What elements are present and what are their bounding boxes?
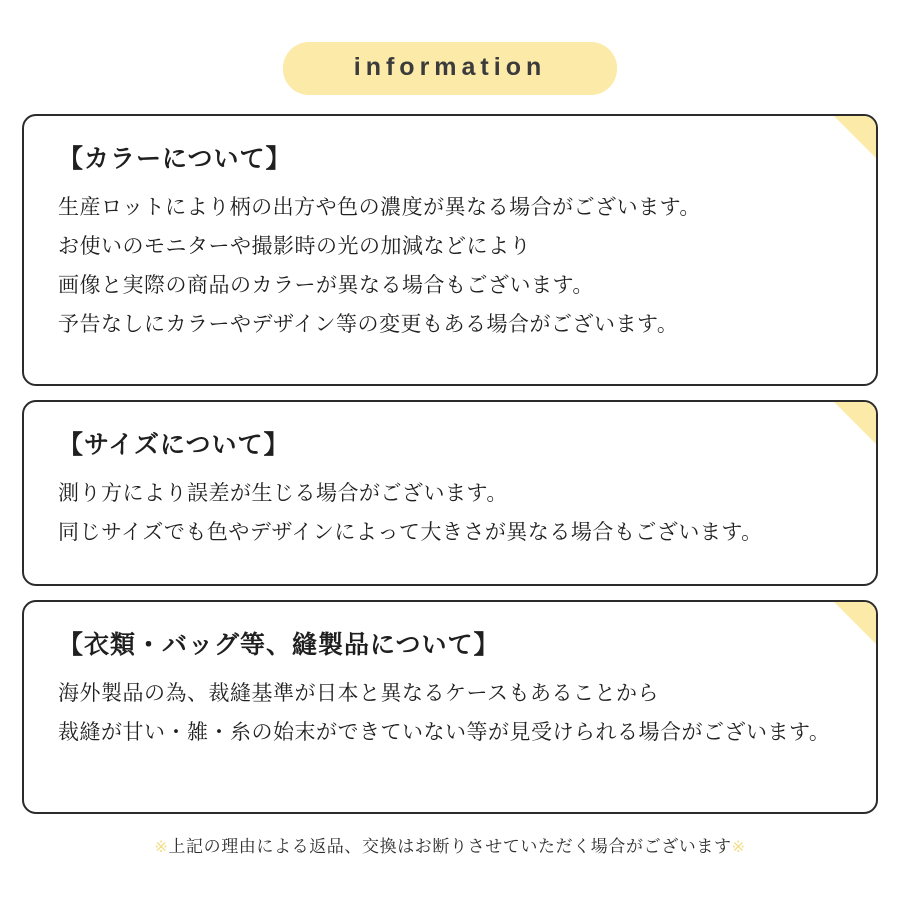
header <box>0 42 900 95</box>
info-card-sewing-content <box>24 602 876 779</box>
info-card-sewing-line-1: 海外製品の為、裁縫基準が日本と異なるケースもあることから <box>58 682 659 705</box>
info-card-size-content <box>24 402 876 579</box>
info-card-size <box>22 400 878 586</box>
info-card-color-heading: 【カラーについて】 <box>58 145 292 173</box>
footer-note-text: 上記の理由による返品、交換はお断りさせていただく場合がございます <box>168 837 732 856</box>
footer-note <box>0 832 900 857</box>
info-card-color-line-1: 生産ロットにより柄の出方や色の濃度が異なる場合がございます。 <box>58 196 701 219</box>
info-card-size-heading: 【サイズについて】 <box>58 431 290 459</box>
info-card-sewing-heading: 【衣類・バッグ等、縫製品について】 <box>58 631 500 659</box>
info-card-color-line-3: 画像と実際の商品のカラーが異なる場合もございます。 <box>58 273 594 297</box>
info-card-color-line-4: 予告なしにカラーやデザイン等の変更もある場合がございます。 <box>58 312 679 336</box>
asterisk-left-icon: ※ <box>154 839 169 856</box>
info-card-size-line-1: 測り方により誤差が生じる場合がございます。 <box>58 482 508 505</box>
info-card-color-content <box>24 116 876 370</box>
asterisk-right-icon: ※ <box>731 839 746 856</box>
info-card-color <box>22 114 878 386</box>
info-card-size-line-2: 同じサイズでも色やデザインによって大きさが異なる場合もございます。 <box>58 520 763 544</box>
info-card-sewing <box>22 600 878 814</box>
page-title: information <box>353 53 547 81</box>
info-card-color-line-2: お使いのモニターや撮影時の光の加減などにより <box>58 234 531 258</box>
header-pill <box>283 42 617 95</box>
info-card-sewing-line-2: 裁縫が甘い・雑・糸の始末ができていない等が見受けられる場合がございます。 <box>58 720 831 744</box>
